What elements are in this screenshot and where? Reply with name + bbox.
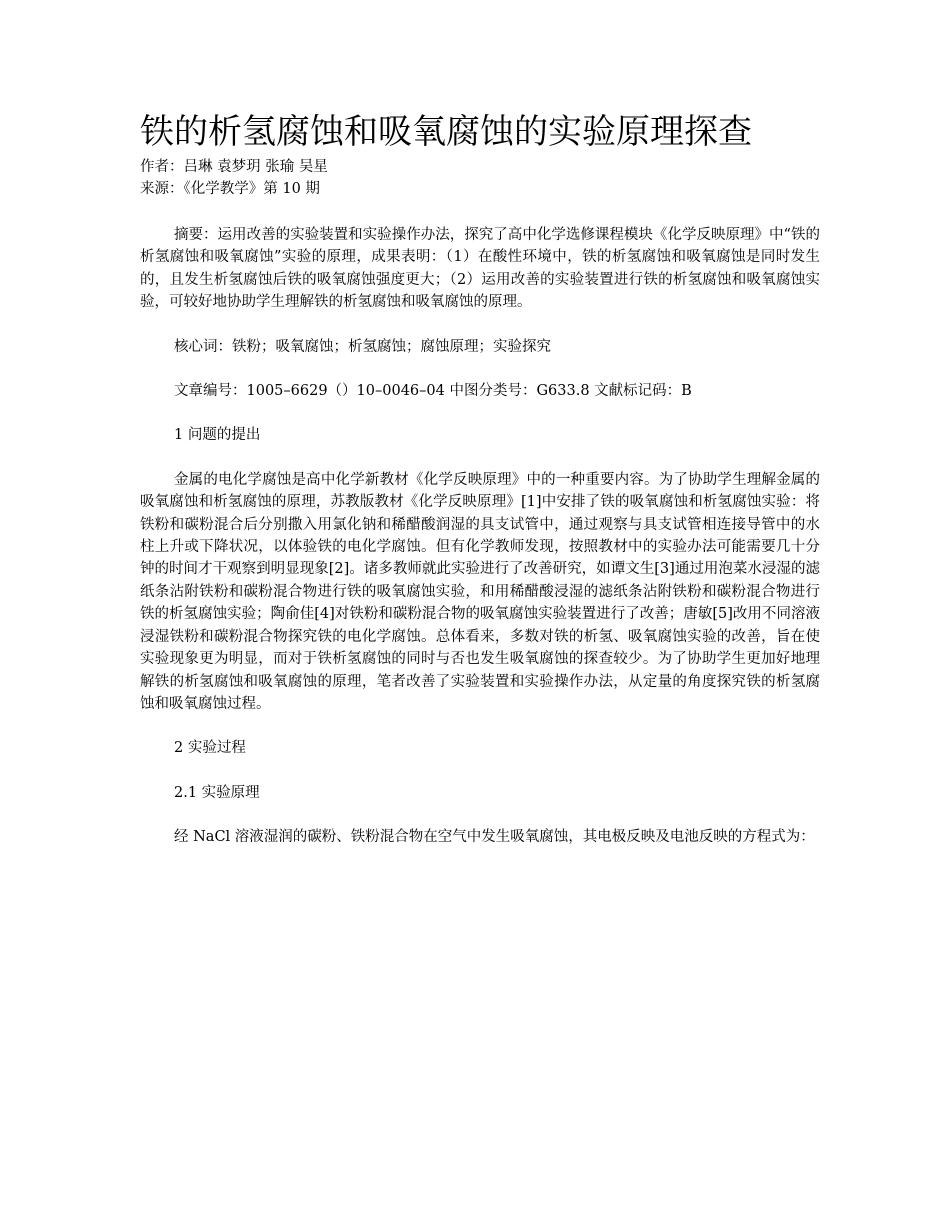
- abstract-paragraph: 摘要：运用改善的实验装置和实验操作办法，探究了高中化学选修课程模块《化学反映原理》中“铁的析氢腐蚀和吸氧腐蚀”实验的原理，成果表明：（1）在酸性环境中，铁的析氢腐蚀和吸氧腐蚀是同时发生的，且发生析氢腐蚀后铁的吸氧腐蚀强度更大；（2）运用改善的实验装置进行铁的析氢腐蚀和吸氧腐蚀实验，可较好地协助学生理解铁的析氢腐蚀和吸氧腐蚀的原理。: [140, 227, 820, 311]
- author-line: 作者：吕琳 袁梦玥 张瑜 吴星: [140, 159, 328, 175]
- article-number-paragraph: 文章编号：1005–6629（）10–0046–04 中图分类号：G633.8 文献标记码：B: [174, 383, 692, 400]
- section-1-body: 金属的电化学腐蚀是高中化学新教材《化学反映原理》中的一种重要内容。为了协助学生理解金属的吸氧腐蚀和析氢腐蚀的原理，苏教版教材《化学反映原理》[1]中安排了铁的吸氧腐蚀和析氢腐蚀实验：将铁粉和碳粉混合后分别撒入用氯化钠和稀醋酸润湿的具支试管中，通过观察与具支试管相连接导管中的水柱上升或下降状况，以体验铁的电化学腐蚀。但有化学教师发现，按照教材中的实验办法可能需要几十分钟的时间才干观察到明显现象[2]。诸多教师就此实验进行了改善研究，如谭文生[3]通过用泡菜水浸湿的滤纸条沾附铁粉和碳粉混合物进行铁的吸氧腐蚀实验，和用稀醋酸浸湿的滤纸条沾附铁粉和碳粉混合物进行铁的析氢腐蚀实验；陶俞佳[4]对铁粉和碳粉混合物的吸氧腐蚀实验装置进行了改善；唐敏[5]改用不同溶液浸湿铁粉和碳粉混合物探究铁的电化学腐蚀。总体看来，多数对铁的析氢、吸氧腐蚀实验的改善，旨在使实验现象更为明显，而对于铁析氢腐蚀的同时与否也发生吸氧腐蚀的探查较少。为了协助学生更加好地理解铁的析氢腐蚀和吸氧腐蚀的原理，笔者改善了实验装置和实验操作办法，从定量的角度探究铁的析氢腐蚀和吸氧腐蚀过程。: [140, 471, 820, 712]
- section-2-1-body: 经 NaCl 溶液湿润的碳粉、铁粉混合物在空气中发生吸氧腐蚀，其电极反映及电池反映的方程式为：: [174, 829, 815, 846]
- source-line: 来源：《化学教学》第 10 期: [140, 181, 320, 197]
- paper-title: 铁的析氢腐蚀和吸氧腐蚀的实验原理探查: [140, 112, 752, 152]
- document-page: [140, 108, 820, 849]
- keywords-paragraph: 核心词：铁粉；吸氧腐蚀；析氢腐蚀；腐蚀原理；实验探究: [174, 338, 551, 355]
- section-2-heading: 2 实验过程: [174, 740, 246, 757]
- section-2-1-heading: 2.1 实验原理: [174, 784, 260, 801]
- section-1-heading: 1 问题的提出: [174, 427, 261, 444]
